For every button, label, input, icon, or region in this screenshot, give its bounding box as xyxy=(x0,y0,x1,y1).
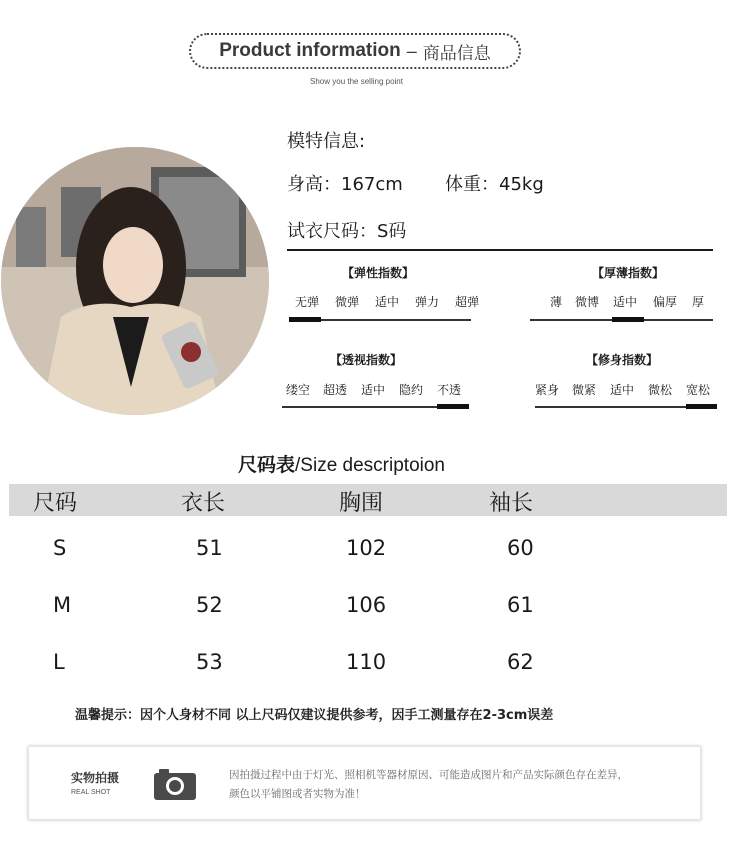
model-size: 试衣尺码：S码 xyxy=(287,221,407,242)
transparency-option: 缕空 xyxy=(285,383,310,397)
thickness-option: 偏厚 xyxy=(652,295,677,309)
thickness-option: 适中 xyxy=(612,295,637,309)
transparency-index-title: 【透视指数】 xyxy=(329,353,402,367)
header-subtitle: Show you the selling point xyxy=(310,77,403,86)
fit-option: 微松 xyxy=(647,383,672,397)
header-title-en: Product information xyxy=(219,40,401,61)
cell-length: 53 xyxy=(196,650,223,674)
cell-sleeve: 62 xyxy=(507,650,534,674)
elasticity-selected-marker xyxy=(289,317,321,322)
real-shot-notice xyxy=(28,746,701,820)
cell-sleeve: 61 xyxy=(507,593,534,617)
fit-option: 紧身 xyxy=(534,383,559,397)
model-weight: 体重：45kg xyxy=(445,174,544,195)
header-sleeve: 袖长 xyxy=(489,491,534,516)
header-title-pill xyxy=(189,33,521,69)
cell-length: 52 xyxy=(196,593,223,617)
table-row xyxy=(0,593,750,633)
transparency-option: 适中 xyxy=(360,383,385,397)
real-shot-title: 实物拍摄 xyxy=(71,771,120,785)
size-table-title-separator: / xyxy=(295,455,301,476)
transparency-selected-marker xyxy=(437,404,469,409)
cell-size: M xyxy=(53,593,72,617)
cell-sleeve: 60 xyxy=(507,536,534,560)
size-tip: 温馨提示：因个人身材不同 以上尺码仅建议提供参考，因手工测量存在2-3cm误差 xyxy=(75,708,554,723)
fit-option: 微紧 xyxy=(571,383,596,397)
real-shot-subtitle: REAL SHOT xyxy=(71,789,111,796)
header-length: 衣长 xyxy=(181,491,226,516)
elasticity-option: 微弹 xyxy=(334,295,359,309)
cell-chest: 110 xyxy=(346,650,387,674)
size-table-title-en: Size descriptoion xyxy=(300,455,445,476)
header-title-zh: 商品信息 xyxy=(422,43,491,64)
size-table-header xyxy=(9,484,727,516)
cell-chest: 106 xyxy=(346,593,387,617)
real-shot-text xyxy=(229,766,628,804)
size-table-title xyxy=(238,450,445,477)
thickness-option: 微博 xyxy=(574,295,599,309)
elasticity-option: 弹力 xyxy=(414,295,439,309)
thickness-option: 薄 xyxy=(549,295,562,309)
elasticity-index-title: 【弹性指数】 xyxy=(341,266,414,280)
thickness-index-title: 【厚薄指数】 xyxy=(591,266,664,280)
real-shot-text-line: 因拍摄过程中由于灯光、照相机等器材原因、可能造成图片和产品实际颜色存在差异， xyxy=(229,769,628,781)
divider xyxy=(287,249,713,251)
elasticity-option: 适中 xyxy=(374,295,399,309)
elasticity-option: 超弹 xyxy=(454,295,479,309)
elasticity-index-scale xyxy=(287,293,487,310)
fit-index-scale xyxy=(529,381,717,398)
cell-size: S xyxy=(53,536,67,560)
transparency-index-scale xyxy=(280,381,468,398)
fit-option: 适中 xyxy=(609,383,634,397)
header-title-dash: – xyxy=(406,40,417,61)
table-row xyxy=(0,536,750,576)
transparency-option: 隐约 xyxy=(398,383,423,397)
cell-size: L xyxy=(53,650,65,674)
thickness-option: 厚 xyxy=(691,295,704,309)
table-row xyxy=(0,650,750,690)
camera-icon xyxy=(153,767,197,801)
model-height: 身高：167cm xyxy=(287,174,403,195)
thickness-index-scale xyxy=(543,293,711,310)
transparency-option: 超透 xyxy=(322,383,347,397)
model-info-title: 模特信息: xyxy=(287,131,366,152)
real-shot-text-line: 颜色以平铺图或者实物为准！ xyxy=(229,788,366,800)
cell-chest: 102 xyxy=(346,536,387,560)
cell-length: 51 xyxy=(196,536,223,560)
header-chest: 胸围 xyxy=(339,491,384,516)
size-table-title-zh: 尺码表 xyxy=(238,454,296,476)
header-size: 尺码 xyxy=(33,491,78,516)
fit-option: 宽松 xyxy=(685,383,710,397)
transparency-option: 不透 xyxy=(436,383,461,397)
elasticity-option: 无弹 xyxy=(294,295,319,309)
fit-index-title: 【修身指数】 xyxy=(585,353,658,367)
fit-selected-marker xyxy=(686,404,717,409)
model-photo xyxy=(1,147,269,415)
thickness-selected-marker xyxy=(612,317,644,322)
